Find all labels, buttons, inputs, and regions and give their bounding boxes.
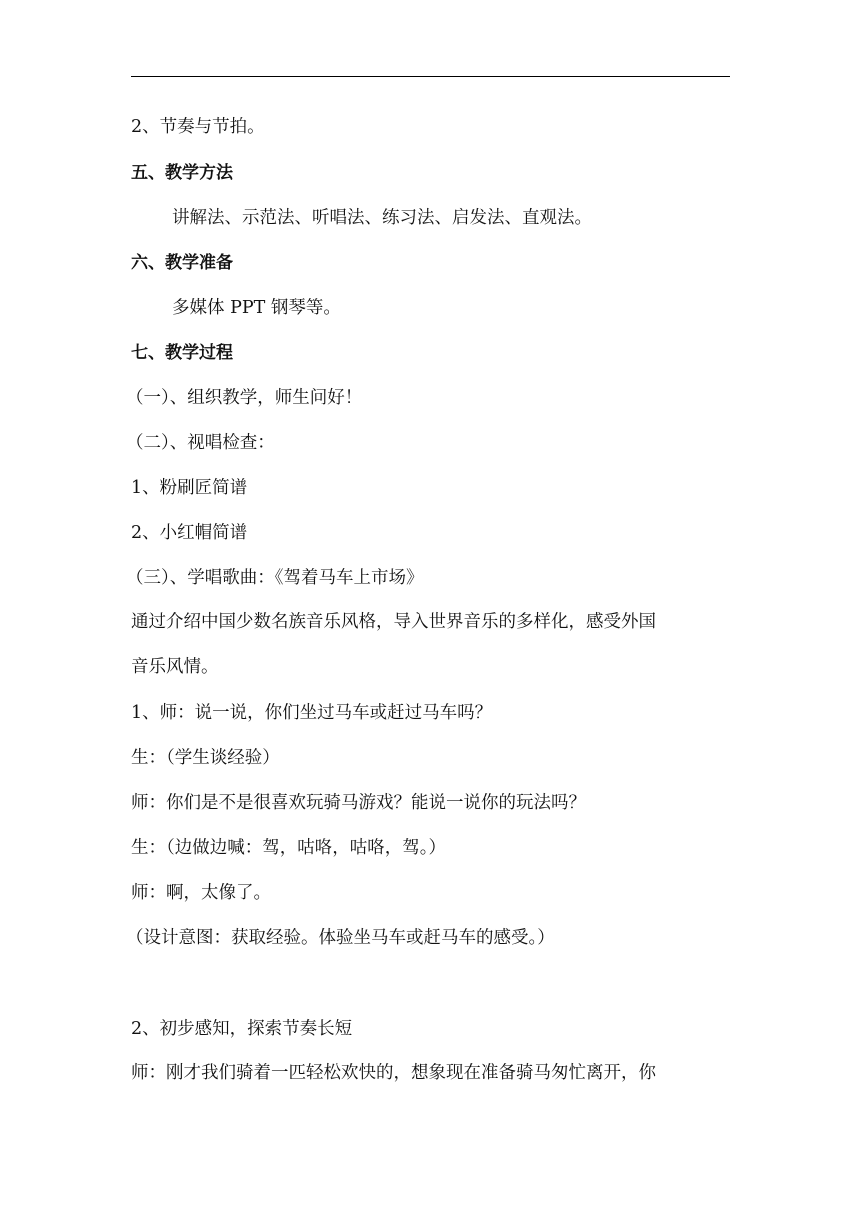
text-line: 2、初步感知，探索节奏长短: [131, 1019, 353, 1039]
text-line: 多媒体 PPT 钢琴等。: [172, 298, 341, 318]
text-line: 师：你们是不是很喜欢玩骑马游戏？能说一说你的玩法吗？: [131, 793, 586, 813]
text-line: 1、师：说一说，你们坐过马车或赶过马车吗？: [131, 703, 493, 723]
section-heading-process: 七、教学过程: [131, 343, 233, 363]
text-line: 通过介绍中国少数名族音乐风格，导入世界音乐的多样化，感受外国: [131, 612, 656, 632]
text-line: 2、节奏与节拍。: [131, 117, 265, 137]
text-line: 音乐风情。: [131, 657, 219, 677]
text-line: 师：刚才我们骑着一匹轻松欢快的，想象现在准备骑马匆忙离开，你: [131, 1063, 656, 1083]
text-line: （三）、学唱歌曲：《驾着马车上市场》: [126, 568, 424, 588]
text-line: 生：（边做边喊：驾，咕咯，咕咯，驾。）: [131, 838, 446, 858]
section-heading-methods: 五、教学方法: [131, 163, 233, 183]
text-line: 师：啊，太像了。: [131, 883, 271, 903]
text-line: 1、粉刷匠简谱: [131, 478, 248, 498]
text-line: （二）、视唱检查：: [126, 433, 275, 453]
text-line: 讲解法、示范法、听唱法、练习法、启发法、直观法。: [172, 208, 592, 228]
header-rule: [131, 76, 730, 77]
text-line: （设计意图：获取经验。体验坐马车或赶马车的感受。）: [126, 928, 555, 948]
section-heading-preparation: 六、教学准备: [131, 253, 233, 273]
text-line: （一）、组织教学，师生问好！: [126, 388, 363, 408]
text-line: 2、小红帽简谱: [131, 523, 248, 543]
text-line: 生：（学生谈经验）: [131, 748, 280, 768]
